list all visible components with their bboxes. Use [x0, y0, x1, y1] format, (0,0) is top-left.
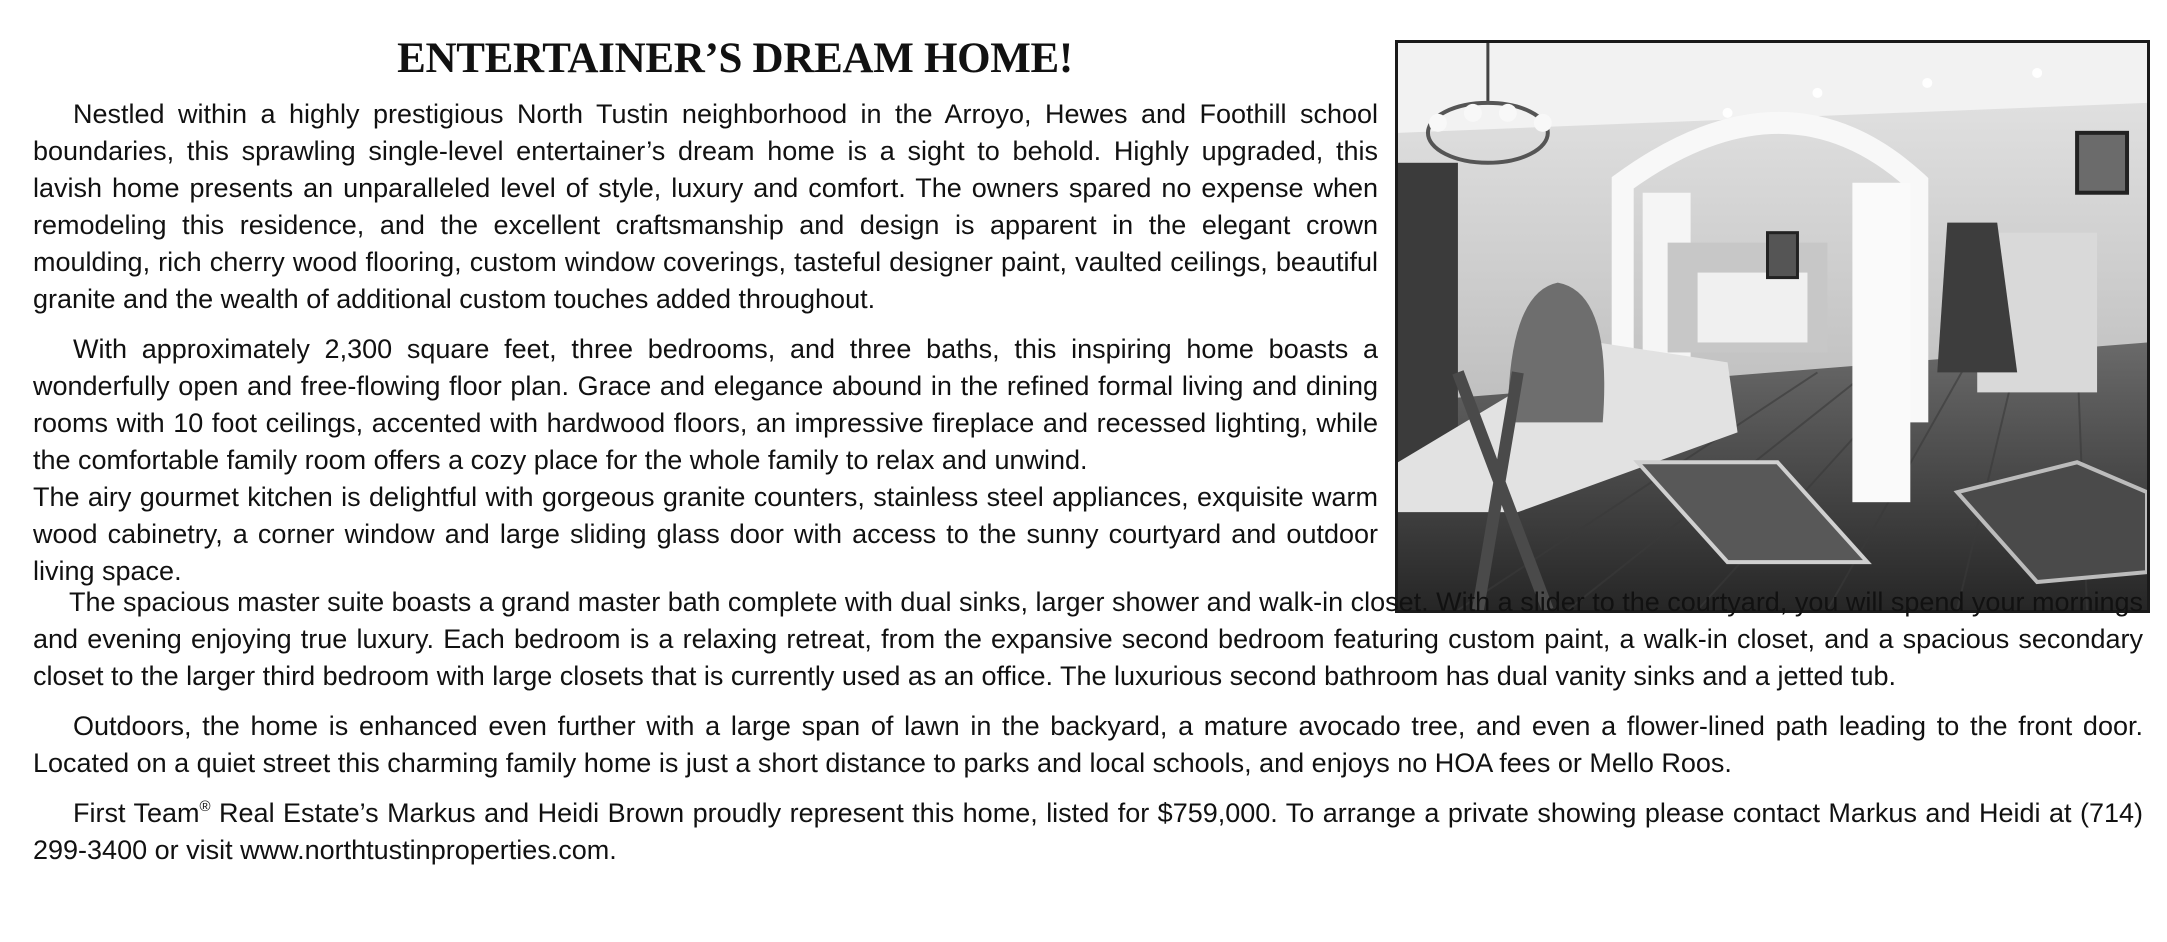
paragraph-floorplan: With approximately 2,300 square feet, three bedrooms, and three baths, this inspiring home boasts a wonderfully open and free-flowing floor plan. Grace and elegance abound in the refined formal living and dining rooms with 10 foot ceilings, accented with hardwood floors, an impressive fireplace and recessed lighting, while the comfortable family room offers a cozy place for the whole family to relax and unwind.: [33, 334, 1378, 475]
headline: ENTERTAINER’S DREAM HOME!: [397, 35, 1073, 82]
paragraph-kitchen: The airy gourmet kitchen is delightful with gorgeous granite counters, stainless steel appliances, exquisite warm wood cabinetry, a corner window and large sliding glass door with access to the sunny courtyard and outdoor living space.: [33, 482, 1378, 586]
home-interior-photo: [1395, 40, 2150, 613]
paragraph-master-suite: The spacious master suite boasts a grand master bath complete with dual sinks, larger shower and walk-in closet. With a slider to the courtyard, you will spend your mornings and evening enjoying true luxury. Each bedroom is a relaxing retreat, from the expansive second bedroom featuring custom paint, a walk-in closet, and a spacious secondary closet to the larger third bedroom with large closets that is currently used as an office. The luxurious second bathroom has dual vanity sinks and a jetted tub.: [33, 587, 2143, 691]
paragraph-contact: [33, 795, 2143, 869]
text-column: [33, 96, 1378, 590]
paragraph-intro: Nestled within a highly prestigious North Tustin neighborhood in the Arroyo, Hewes and Foothill school boundaries, this sprawling single-level entertainer’s dream home is a sight to behold. Highly upgraded, this lavish home presents an unparalleled level of style, luxury and comfort. The owners spared no expense when remodeling this residence, and the excellent craftsmanship and design is apparent in the elegant crown moulding, rich cherry wood flooring, custom window coverings, tasteful designer paint, vaulted ceilings, beautiful granite and the wealth of additional custom touches added throughout.: [33, 99, 1378, 314]
interior-photo-illustration: [1398, 43, 2147, 610]
contact-text: Real Estate’s Markus and Heidi Brown proudly represent this home, listed for $759,000. To arrange a private showing please contact Markus and Heidi at (714) 299-3400 or visit www.northtustinproperties.com.: [33, 798, 2143, 865]
paragraph-outdoors: Outdoors, the home is enhanced even further with a large span of lawn in the backyard, a mature avocado tree, and even a flower-lined path leading to the front door. Located on a quiet street this charming family home is just a short distance to parks and local schools, and enjoys no HOA fees or Mello Roos.: [33, 711, 2143, 778]
registered-mark: ®: [199, 798, 211, 815]
text-full-width: [33, 584, 2143, 869]
brand-name: First Team: [73, 798, 200, 828]
